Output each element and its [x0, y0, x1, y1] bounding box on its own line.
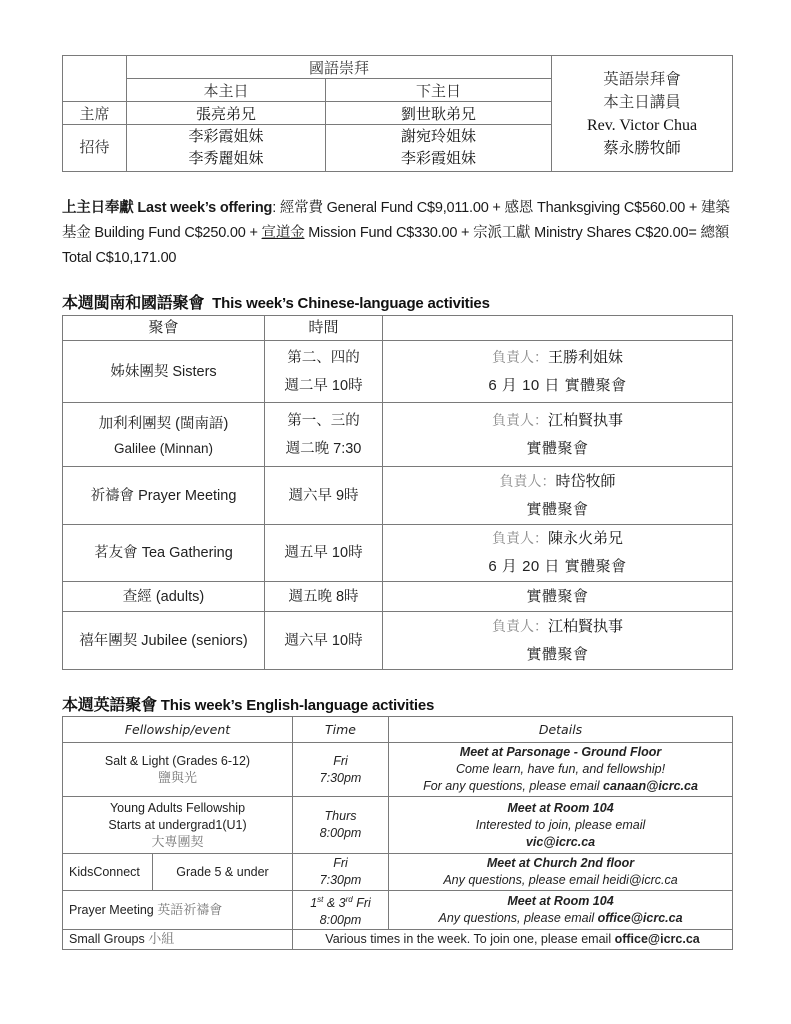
- speaker-name-zh: 蔡永勝牧師: [603, 139, 681, 157]
- table-row: [63, 525, 733, 582]
- name-zh: 大專團契: [151, 834, 204, 850]
- email-link[interactable]: canaan@icrc.ca: [603, 779, 698, 793]
- meeting-detail: 實體聚會: [526, 500, 589, 518]
- offering-total: 總額 Total C$10,171.00: [62, 225, 730, 266]
- ushers-next-sunday: [326, 125, 552, 172]
- column-header: 時間: [265, 316, 383, 341]
- table-row: [63, 403, 733, 467]
- activity-name: 祈禱會 Prayer Meeting: [63, 467, 265, 525]
- leader-name: 王勝利姐妹: [547, 348, 623, 366]
- table-header-row: [63, 717, 733, 743]
- offering-building: 建築基金 Building Fund C$250.00 +: [62, 200, 730, 241]
- roster-corner-cell: [63, 56, 127, 102]
- activity-time: [293, 854, 389, 891]
- table-row: [63, 891, 733, 930]
- leader-name: 江柏賢执事: [547, 411, 623, 429]
- activity-time: [265, 341, 383, 403]
- activity-name: [63, 930, 293, 950]
- table-row: [63, 930, 733, 950]
- english-activities-heading: [62, 692, 434, 715]
- time-line: Fri: [333, 753, 348, 768]
- time-line: 8:00pm: [319, 913, 362, 927]
- offering-lead: 上主日奉獻 Last week’s offering: [62, 200, 273, 216]
- leader-label: 負責人：: [491, 349, 548, 366]
- leader-label: 負責人：: [491, 531, 548, 547]
- activity-detail: [389, 797, 733, 854]
- column-header: Details: [389, 717, 733, 743]
- email-link[interactable]: vic@icrc.ca: [525, 834, 596, 849]
- heading-en: This week’s Chinese-language activities: [212, 295, 490, 312]
- offering-mission: Mission Fund C$330.00 +: [304, 225, 474, 241]
- offering-summary: [62, 196, 734, 271]
- time-line: 8:00pm: [319, 826, 362, 840]
- activity-name: [63, 891, 293, 930]
- role-label: 招待: [63, 125, 127, 172]
- speaker-name-en: Rev. Victor Chua: [586, 116, 698, 134]
- activity-grade: Grade 5 & under: [153, 854, 293, 891]
- name-line: Salt & Light (Grades 6-12): [104, 753, 251, 768]
- activity-detail: [383, 341, 733, 403]
- table-row: [63, 854, 733, 891]
- column-header: Time: [293, 717, 389, 743]
- meeting-detail: 實體聚會: [526, 645, 589, 663]
- offering-general: 經常費 General Fund C$9,011.00 +: [279, 200, 505, 216]
- name-zh: 英語祈禱會: [157, 902, 223, 918]
- name-en: Prayer Meeting: [69, 902, 158, 917]
- meeting-detail: 實體聚會: [526, 439, 589, 457]
- usher-name: 謝宛玲姐妹: [401, 128, 477, 145]
- time-part: Fri: [352, 896, 371, 910]
- activity-time: [293, 891, 389, 930]
- leader-name: 江柏賢执事: [547, 617, 623, 635]
- name-line: Starts at undergrad1(U1): [108, 817, 247, 832]
- activity-name: 姊妹團契 Sisters: [63, 341, 265, 403]
- email-link[interactable]: office@icrc.ca: [614, 932, 700, 946]
- activity-detail: [383, 612, 733, 670]
- leader-label: 負責人：: [499, 473, 556, 490]
- leader-name: 陳永火弟兄: [547, 530, 623, 547]
- activity-detail: [383, 467, 733, 525]
- table-row: [63, 467, 733, 525]
- chinese-activities-heading: [62, 290, 490, 313]
- activity-name: [63, 743, 293, 797]
- this-sunday-header: 本主日: [127, 79, 326, 102]
- activity-time: 週五晚 8時: [265, 582, 383, 612]
- leader-label: 負責人：: [491, 412, 548, 429]
- time-sup: rd: [345, 895, 353, 904]
- chinese-activities-table: [62, 315, 733, 670]
- activity-name: [63, 797, 293, 854]
- detail-title: Meet at Church 2nd floor: [486, 856, 635, 870]
- leader-name: 時岱牧師: [555, 472, 616, 490]
- time-line: 第二、四的: [287, 349, 360, 366]
- time-line: 7:30pm: [319, 873, 362, 887]
- table-row: [63, 797, 733, 854]
- activity-time: [293, 797, 389, 854]
- column-header: 聚會: [63, 316, 265, 341]
- detail-title: Meet at Room 104: [507, 894, 614, 908]
- time-line: Thurs: [324, 809, 357, 823]
- detail-line: Come learn, have fun, and fellowship!: [455, 762, 666, 776]
- activity-name: 茗友會 Tea Gathering: [63, 525, 265, 582]
- speaker-label: 本主日講員: [603, 93, 681, 111]
- activity-time: 週六早 9時: [265, 467, 383, 525]
- usher-name: 李彩霞姐妹: [188, 128, 264, 145]
- name-line: 加利利團契 (閩南語): [98, 415, 229, 432]
- activity-time: 週六早 10時: [265, 612, 383, 670]
- time-part: 1: [310, 896, 318, 910]
- activity-detail: [383, 403, 733, 467]
- mandarin-service-title: 國語崇拜: [127, 56, 552, 79]
- activity-detail: 實體聚會: [383, 582, 733, 612]
- activity-detail: [383, 525, 733, 582]
- english-service-speaker-cell: [552, 56, 733, 172]
- offering-colon: :: [272, 200, 280, 216]
- detail-line: Various times in the week. To join one, please email: [325, 932, 615, 946]
- time-line: Fri: [333, 856, 348, 870]
- activity-detail: [293, 930, 733, 950]
- chair-this-sunday: 張亮弟兄: [127, 102, 326, 125]
- name-en: Small Groups: [69, 932, 149, 946]
- offering-mission-label: 宣道金: [261, 225, 305, 241]
- column-header: Fellowship/event: [63, 717, 293, 743]
- time-line: 週二晚 7:30: [285, 440, 362, 457]
- activity-time: [293, 743, 389, 797]
- activity-name: [63, 403, 265, 467]
- english-service-label: 英語崇拜會: [603, 70, 681, 88]
- activity-name: 禧年團契 Jubilee (seniors): [63, 612, 265, 670]
- offering-ministry: 宗派工獻 Ministry Shares C$20.00=: [473, 225, 701, 241]
- detail-title: Meet at Room 104: [507, 800, 614, 815]
- heading-zh: 本週英語聚會: [62, 697, 157, 714]
- english-activities-table: [62, 716, 733, 950]
- offering-thanksgiving: 感恩 Thanksgiving C$560.00 +: [504, 200, 702, 216]
- activity-name: KidsConnect: [63, 854, 153, 891]
- time-sup: st: [317, 895, 324, 904]
- table-row: [63, 341, 733, 403]
- name-zh: 鹽與光: [158, 770, 198, 786]
- time-part: & 3: [323, 896, 346, 910]
- name-line: Galilee (Minnan): [113, 440, 214, 456]
- time-line: 第一、三的: [287, 412, 360, 429]
- time-line: 週二早 10時: [284, 377, 363, 394]
- detail-line: Any questions, please email heidi@icrc.ca: [443, 873, 678, 887]
- column-header: [383, 316, 733, 341]
- detail-title: Meet at Parsonage - Ground Floor: [459, 745, 662, 759]
- meeting-detail: 6 月 20 日 實體聚會: [488, 558, 627, 575]
- ushers-this-sunday: [127, 125, 326, 172]
- chair-next-sunday: 劉世耿弟兄: [326, 102, 552, 125]
- activity-time: 週五早 10時: [265, 525, 383, 582]
- detail-line: Any questions, please email: [438, 911, 598, 925]
- activity-time: [265, 403, 383, 467]
- activity-name: 查經 (adults): [63, 582, 265, 612]
- detail-line: Interested to join, please email: [475, 817, 646, 832]
- name-zh: 小組: [148, 932, 175, 947]
- heading-en: This week’s English-language activities: [160, 697, 435, 714]
- service-roster-table: [62, 55, 733, 172]
- heading-zh: 本週閩南和國語聚會: [62, 295, 205, 312]
- table-row: [63, 612, 733, 670]
- detail-line: For any questions, please email: [423, 779, 604, 793]
- table-row: [63, 582, 733, 612]
- time-line: 7:30pm: [319, 770, 362, 785]
- activity-detail: [389, 743, 733, 797]
- activity-detail: [389, 854, 733, 891]
- meeting-detail: 6 月 10 日 實體聚會: [488, 376, 627, 394]
- table-header-row: [63, 316, 733, 341]
- leader-label: 負責人：: [491, 618, 548, 635]
- email-link[interactable]: office@icrc.ca: [597, 911, 683, 925]
- usher-name: 李彩霞姐妹: [401, 150, 477, 167]
- activity-detail: [389, 891, 733, 930]
- name-line: Young Adults Fellowship: [109, 800, 246, 815]
- role-label: 主席: [63, 102, 127, 125]
- usher-name: 李秀麗姐妹: [188, 150, 264, 167]
- table-row: [63, 743, 733, 797]
- next-sunday-header: 下主日: [326, 79, 552, 102]
